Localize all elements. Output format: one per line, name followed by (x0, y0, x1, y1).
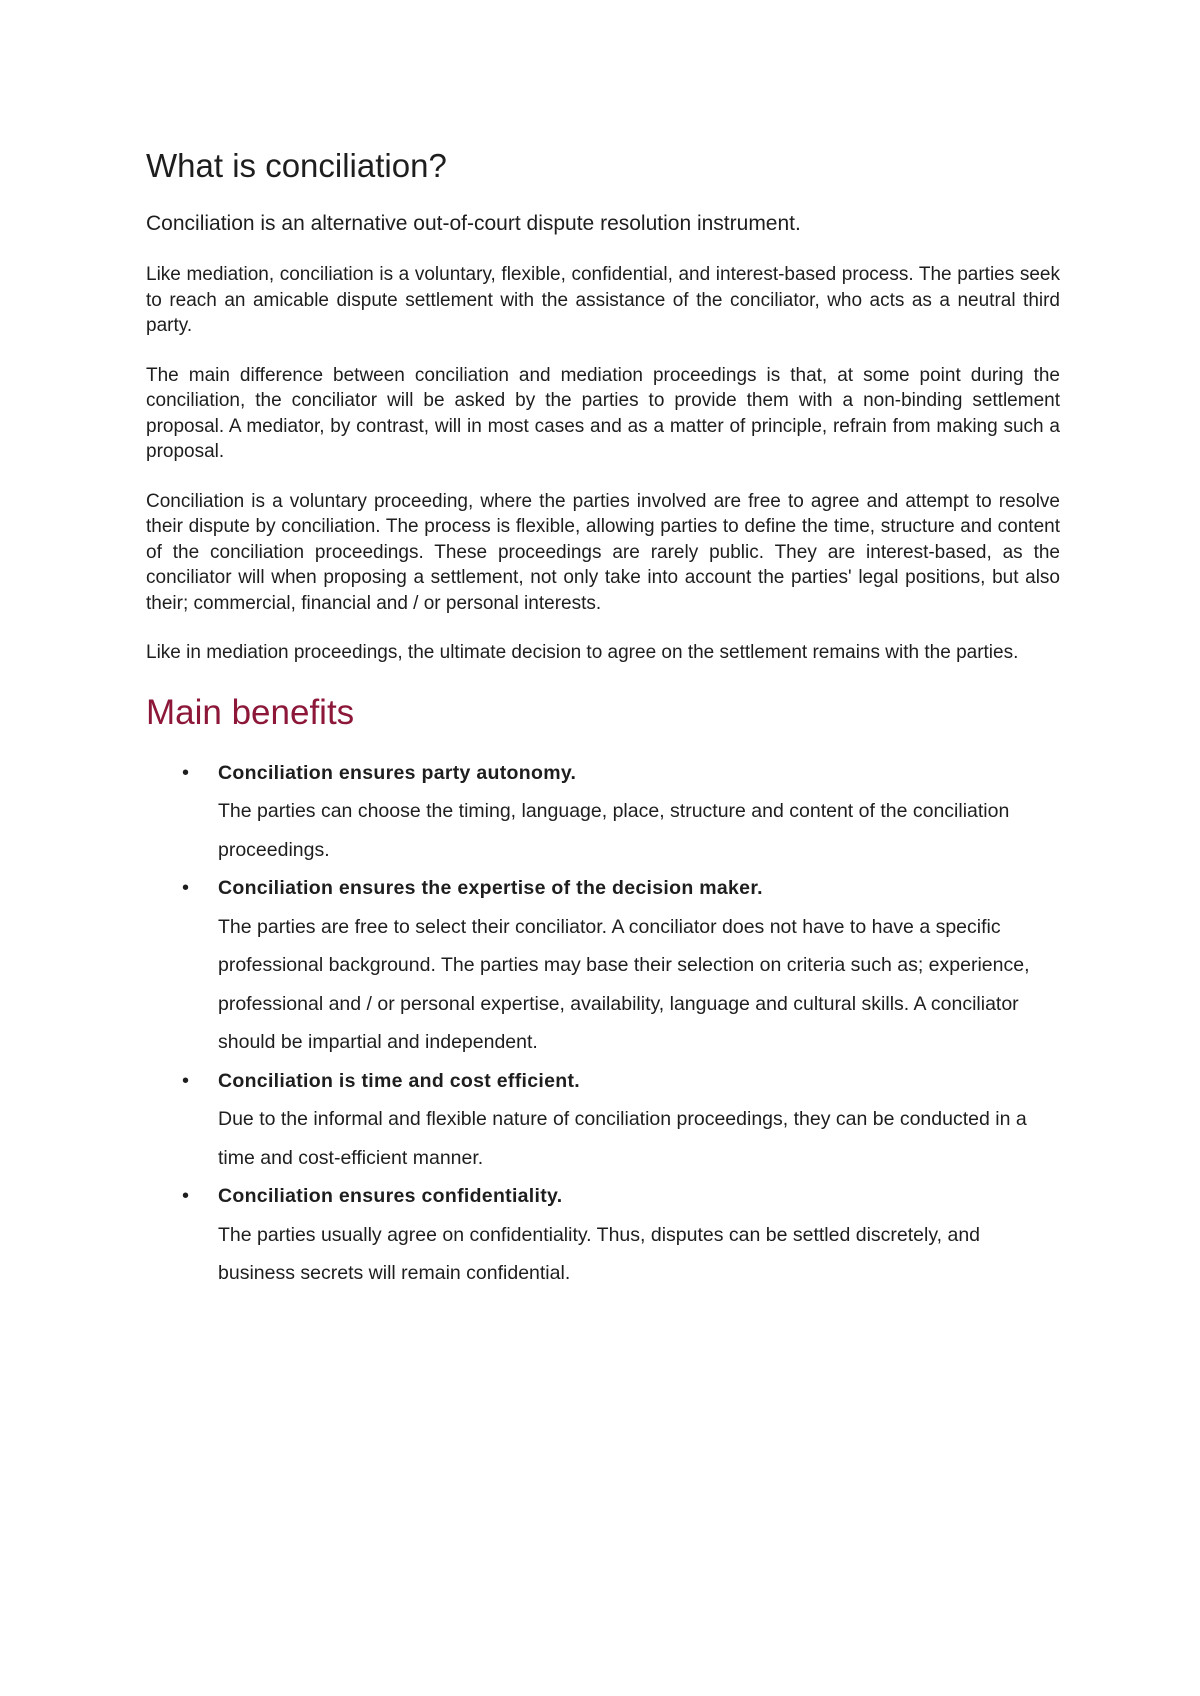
bullet-icon: • (182, 761, 190, 784)
section-title-main-benefits: Main benefits (146, 692, 355, 732)
benefit-text: The parties usually agree on confidentiality. Thus, disputes can be settled discretely, and business secrets will remain confidential. (218, 1223, 981, 1284)
bullet-icon: • (182, 1185, 190, 1207)
list-item (146, 869, 1060, 1062)
list-item (146, 1062, 1060, 1178)
benefit-heading: Conciliation is time and cost efficient. (218, 1069, 580, 1092)
benefit-heading: Conciliation ensures the expertise of the decision maker. (218, 877, 763, 899)
paragraph-main-difference: The main difference between conciliation and mediation proceedings is that, at some point during the conciliation, the conciliator will be asked by the parties to provide them with a non-binding settlement proposal. A mediator, by contrast, will in most cases and as a matter of principle, refrain from making such a proposal. (146, 364, 1060, 462)
benefit-text: The parties can choose the timing, language, place, structure and content of the conciliation proceedings. (218, 800, 1010, 861)
paragraph-mediation-comparison: Like mediation, conciliation is a voluntary, flexible, confidential, and interest-based process. The parties seek to reach an amicable dispute settlement with the assistance of the conciliator, who acts as a neutral third party. (146, 264, 1060, 336)
benefit-text: Due to the informal and flexible nature of conciliation proceedings, they can be conducted in a time and cost-efficient manner. (218, 1108, 1027, 1169)
paragraph-ultimate-decision: Like in mediation proceedings, the ultimate decision to agree on the settlement remains with the parties. (146, 642, 1019, 663)
list-item (146, 1177, 1060, 1293)
list-item (146, 754, 1060, 870)
lead-paragraph: Conciliation is an alternative out-of-court dispute resolution instrument. (146, 212, 801, 235)
benefit-text: The parties are free to select their conciliator. A conciliator does not have to have a specific professional background. The parties may base their selection on criteria such as; experience, professional and / or personal expertise, availability, language and cultural skills. A conciliator should be impartial and independent. (218, 915, 1030, 1053)
document-page (146, 146, 1060, 1293)
page-title: What is conciliation? (146, 147, 447, 184)
benefits-list (146, 754, 1060, 1293)
benefit-heading: Conciliation ensures confidentiality. (218, 1185, 563, 1207)
benefit-heading: Conciliation ensures party autonomy. (218, 761, 577, 784)
paragraph-voluntary-proceeding: Conciliation is a voluntary proceeding, where the parties involved are free to agree and attempt to resolve their dispute by conciliation. The process is flexible, allowing parties to define the time, structure and content of the conciliation proceedings. These proceedings are rarely public. They are interest-based, as the conciliator will when proposing a settlement, not only take into account the parties' legal positions, but also their; commercial, financial and / or personal interests. (146, 490, 1060, 614)
bullet-icon: • (182, 877, 190, 899)
bullet-icon: • (182, 1069, 190, 1092)
